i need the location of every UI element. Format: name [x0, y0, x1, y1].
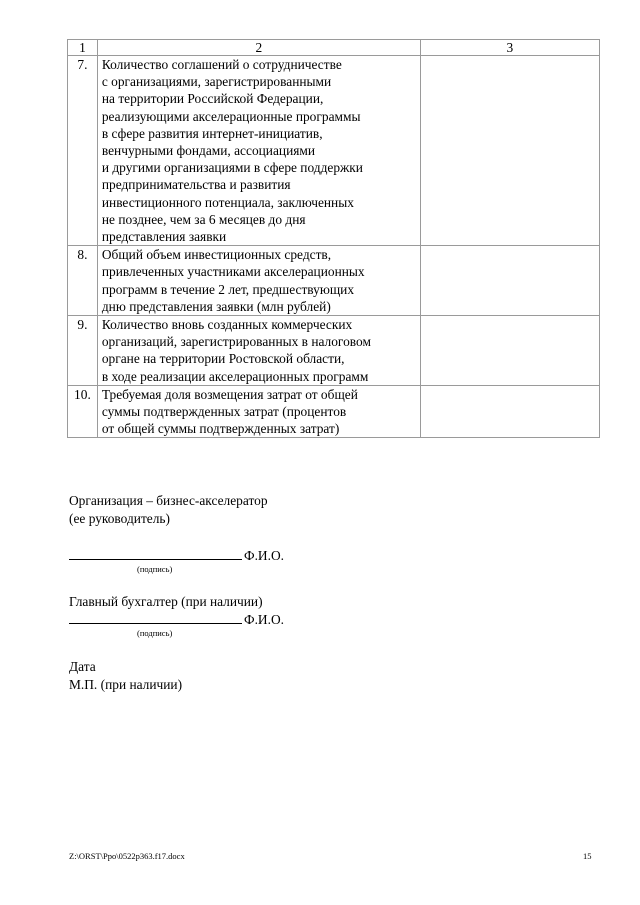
row-number: 10.: [68, 385, 98, 438]
table-row: [68, 56, 600, 246]
signature-caption: (подпись): [137, 628, 173, 638]
fio-label: Ф.И.О.: [244, 548, 284, 563]
signature-line: [69, 546, 242, 560]
row-value: [420, 385, 599, 438]
signature-caption: (подпись): [137, 564, 173, 574]
signature-line: [69, 610, 242, 624]
fio-label: Ф.И.О.: [244, 612, 284, 627]
page-number: 15: [583, 851, 592, 861]
date-label: Дата: [69, 659, 96, 674]
table-row: [68, 316, 600, 386]
row-value: [420, 56, 599, 246]
accountant-label: Главный бухгалтер (при наличии): [69, 594, 263, 609]
table-row: [68, 246, 600, 316]
indicators-table: [67, 39, 600, 438]
table-row: [68, 385, 600, 438]
signature-row-1: [69, 546, 284, 565]
table-header-row: [68, 40, 600, 56]
row-number: 7.: [68, 56, 98, 246]
organization-block: [69, 492, 268, 527]
row-description: Количество вновь созданных коммерческих организаций, зарегистрированных в налоговом органе на территории Ростовской области, в ходе реализации акселерационных программ: [97, 316, 420, 386]
stamp-label: М.П. (при наличии): [69, 677, 183, 692]
row-description: Общий объем инвестиционных средств, привлеченных участниками акселерационных программ в течение 2 лет, предшествующих дню представления заявки (млн рублей): [97, 246, 420, 316]
organization-sublabel: (ее руководитель): [69, 510, 170, 526]
row-description: Количество соглашений о сотрудничестве с организациями, зарегистрированными на территории Российской Федерации, реализующими акселерационные программы в сфере развития интернет-инициатив, венчурными фондами, ассоциациями и другими организациями в сфере поддержки предпринимательства и развития инвестиционного потенциала, заключенных не позднее, чем за 6 месяцев до дня представления заявки: [97, 56, 420, 246]
row-value: [420, 246, 599, 316]
header-col-2: 2: [97, 40, 420, 56]
header-col-3: 3: [420, 40, 599, 56]
row-value: [420, 316, 599, 386]
row-description: Требуемая доля возмещения затрат от общей суммы подтвержденных затрат (процентов от общей суммы подтвержденных затрат): [97, 385, 420, 438]
signature-row-2: [69, 610, 284, 629]
footer-file-path: Z:\ORST\Ppo\0522p363.f17.docx: [69, 851, 185, 861]
organization-label: Организация – бизнес-акселератор: [69, 493, 268, 508]
row-number: 8.: [68, 246, 98, 316]
row-number: 9.: [68, 316, 98, 386]
header-col-1: 1: [68, 40, 98, 56]
